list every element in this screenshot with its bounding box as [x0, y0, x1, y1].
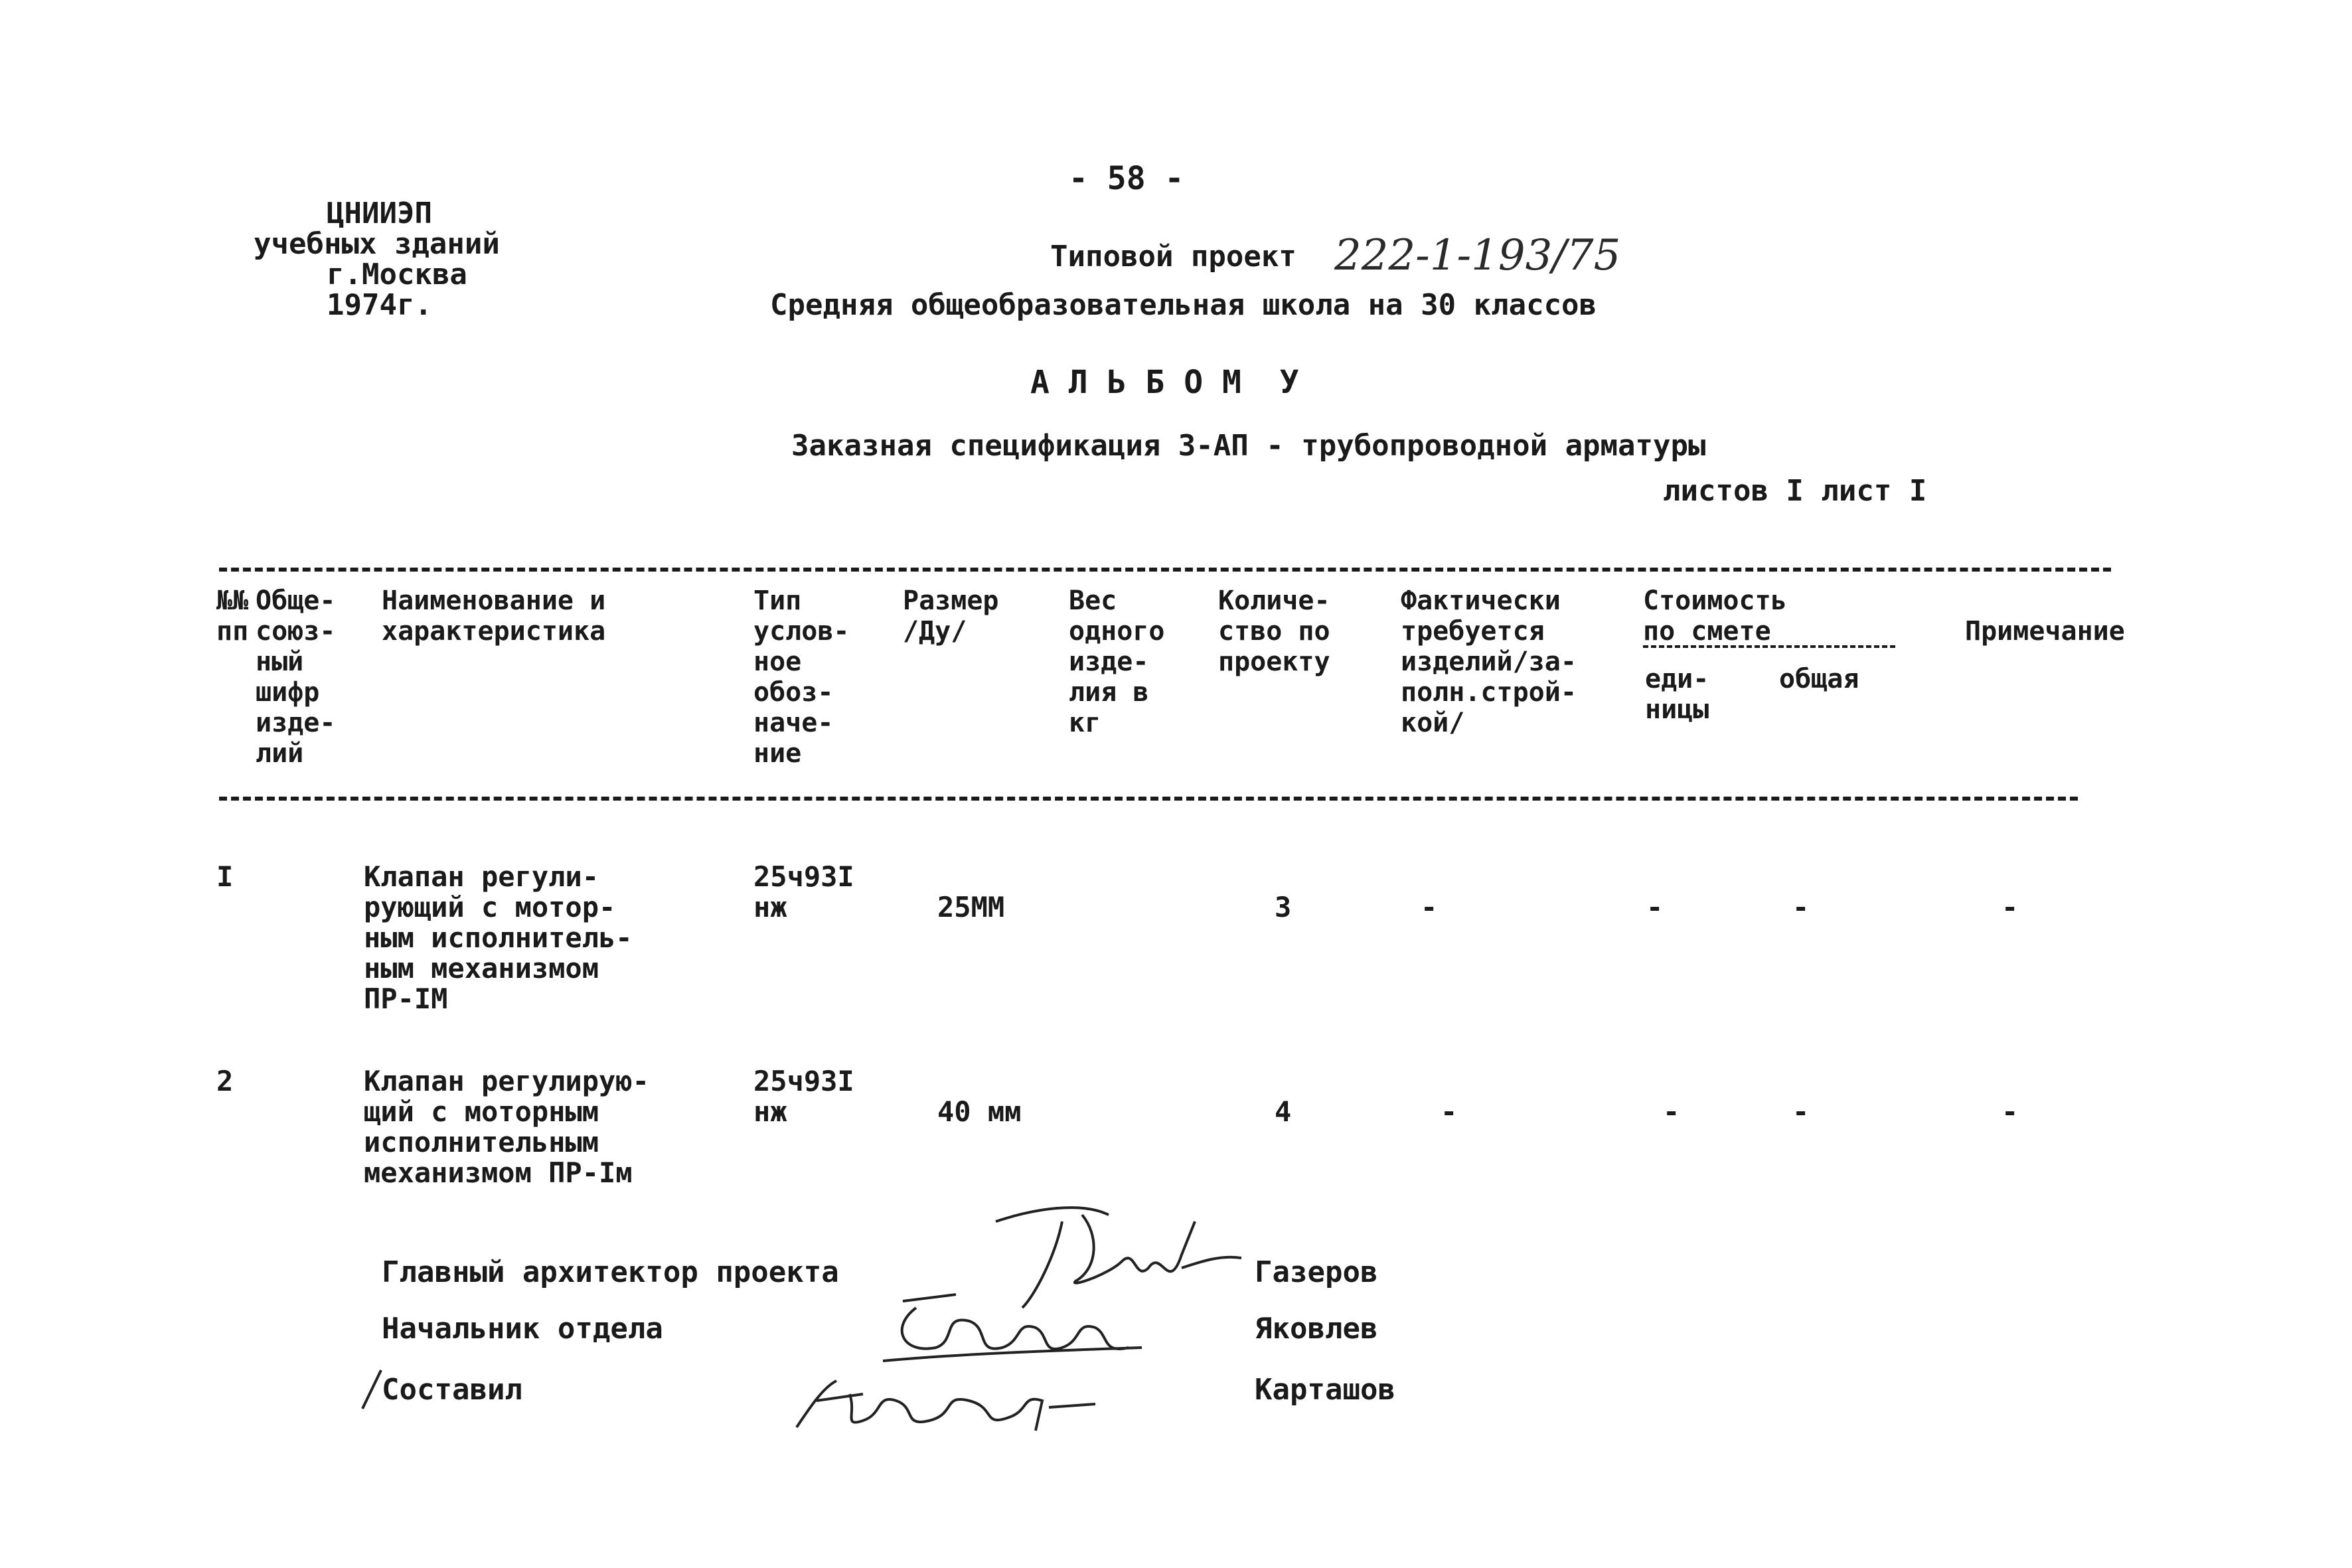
signature-role-department-head: Начальник отдела	[382, 1312, 663, 1346]
signature-name-department-head: Яковлев	[1255, 1312, 1378, 1346]
project-number: 222-1-193/75	[1334, 231, 1621, 280]
table-row-1-cost-unit: -	[1646, 891, 1664, 923]
header-cost: Стоимость по смете	[1643, 586, 1787, 647]
signature-compiler	[783, 1368, 1115, 1441]
signature-name-compiler: Карташов	[1255, 1373, 1395, 1407]
table-row-2-actual: -	[1441, 1095, 1458, 1128]
header-number: №№ пп	[216, 586, 249, 647]
sheets-count: листов I лист I	[1663, 474, 1927, 508]
table-row-2-note: -	[2001, 1095, 2019, 1128]
organization-line-3: г.Москва	[327, 258, 467, 291]
organization-line-1: ЦНИИЭП	[327, 196, 432, 230]
table-row-1-note: -	[2001, 891, 2019, 923]
header-type: Тип услов- ное обоз- наче- ние	[753, 586, 850, 769]
signature-role-compiler: Составил	[382, 1373, 522, 1407]
album-title: А Л Ь Б О М У	[1030, 364, 1299, 401]
page-number: - 58 -	[1069, 160, 1184, 197]
table-row-2-type: 25ч93I нж	[753, 1065, 854, 1128]
header-quantity: Количе- ство по проекту	[1218, 586, 1330, 677]
table-top-rule	[219, 568, 2111, 572]
table-row-2-size: 40 мм	[937, 1095, 1022, 1128]
project-subtitle: Средняя общеобразовательная школа на 30 классов	[770, 288, 1597, 322]
table-row-2-name: Клапан регулирую- щий с моторным исполнительным механизмом ПР-Iм	[364, 1065, 649, 1189]
header-weight: Вес одного изде- лия в кг	[1069, 586, 1165, 738]
header-code: Обще- союз- ный шифр изде- лий	[256, 586, 336, 769]
table-row-2-quantity: 4	[1275, 1095, 1292, 1128]
cost-subheader-rule	[1643, 645, 1895, 648]
table-row-1-actual: -	[1421, 891, 1438, 923]
header-actual: Фактически требуется изделий/за- полн.строй- кой/	[1401, 586, 1577, 738]
table-row-1-name: Клапан регули- рующий с мотор- ным исполнитель- ным механизмом ПР-IМ	[364, 860, 633, 1015]
table-row-2-cost-unit: -	[1663, 1095, 1680, 1128]
table-row-1-cost-total: -	[1792, 891, 1810, 923]
header-cost-total: общая	[1779, 664, 1859, 694]
table-row-1-quantity: 3	[1275, 891, 1292, 923]
signature-department-head	[876, 1288, 1155, 1374]
table-header-rule	[219, 797, 2078, 801]
table-row-1-type: 25ч93I нж	[753, 860, 854, 923]
signature-role-chief-architect: Главный архитектор проекта	[382, 1255, 839, 1289]
signature-name-chief-architect: Газеров	[1255, 1255, 1378, 1289]
organization-line-2: учебных зданий	[254, 227, 500, 261]
table-row-1-number: I	[216, 860, 234, 893]
table-row-2-number: 2	[216, 1065, 234, 1097]
specification-title: Заказная спецификация 3-АП - трубопроводной арматуры	[791, 429, 1706, 463]
compiler-tick-mark	[358, 1368, 385, 1414]
table-row-2-cost-total: -	[1792, 1095, 1810, 1128]
header-size: Размер /Ду/	[903, 586, 999, 647]
header-note: Примечание	[1965, 616, 2125, 647]
organization-line-4: 1974г.	[327, 288, 432, 322]
project-label: Типовой проект	[1050, 240, 1296, 274]
header-name: Наименование и характеристика	[382, 586, 606, 647]
header-cost-unit: еди- ницы	[1645, 664, 1709, 725]
table-row-1-size: 25ММ	[937, 891, 1005, 923]
